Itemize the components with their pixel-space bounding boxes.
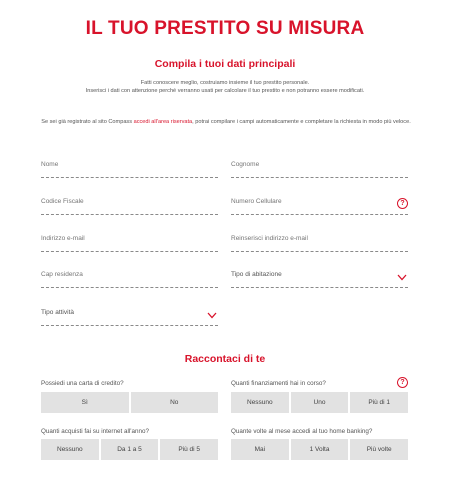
home-banking-options <box>231 439 408 460</box>
intro-text <box>30 79 420 96</box>
loans-options <box>231 392 408 413</box>
cap-input[interactable] <box>41 271 200 278</box>
banking-option-more[interactable]: Più volte <box>350 439 408 460</box>
tipo-abitazione-label: Tipo di abitazione <box>231 271 282 278</box>
question-circle-icon[interactable]: ? <box>397 198 408 209</box>
codice-fiscale-input[interactable] <box>41 198 200 205</box>
purchases-option-1-5[interactable]: Da 1 a 5 <box>101 439 159 460</box>
loans-question: Quanti finanziamenti hai in corso? <box>231 380 326 387</box>
login-note <box>40 118 412 127</box>
cognome-input[interactable] <box>231 161 390 168</box>
online-purchases-question: Quanti acquisti fai su internet all'anno? <box>41 428 149 435</box>
cap-field[interactable] <box>41 266 218 288</box>
email-field[interactable] <box>41 230 218 252</box>
online-purchases-options <box>41 439 218 460</box>
login-note-after: , potrai compilare i campi automaticamente e completare la richiesta in modo più veloce. <box>192 119 411 125</box>
intro-line-2: Inserisci i dati con attenzione perché verranno usati per calcolare il tuo prestito e non potranno essere modificati. <box>85 88 365 95</box>
login-link[interactable]: accedi all'area riservata <box>133 119 193 125</box>
chevron-down-icon[interactable] <box>207 312 217 319</box>
login-note-before: Se sei già registrato al sito Compass <box>41 119 134 125</box>
chevron-down-icon[interactable] <box>397 274 407 281</box>
tipo-attivita-label: Tipo attività <box>41 309 74 316</box>
question-circle-icon[interactable]: ? <box>397 377 408 388</box>
credit-card-option-yes[interactable]: Sì <box>41 392 129 413</box>
nome-field[interactable] <box>41 156 218 178</box>
email-input[interactable] <box>41 235 200 242</box>
loans-option-more[interactable]: Più di 1 <box>350 392 408 413</box>
cognome-field[interactable] <box>231 156 408 178</box>
codice-fiscale-field[interactable] <box>41 193 218 215</box>
banking-option-never[interactable]: Mai <box>231 439 289 460</box>
email-confirm-input[interactable] <box>231 235 390 242</box>
credit-card-option-no[interactable]: No <box>131 392 219 413</box>
loans-option-one[interactable]: Uno <box>291 392 349 413</box>
loans-option-none[interactable]: Nessuno <box>231 392 289 413</box>
purchases-option-none[interactable]: Nessuno <box>41 439 99 460</box>
credit-card-question: Possiedi una carta di credito? <box>41 380 124 387</box>
numero-cellulare-field[interactable] <box>231 193 408 215</box>
banking-option-once[interactable]: 1 Volta <box>291 439 349 460</box>
email-confirm-field[interactable] <box>231 230 408 252</box>
credit-card-options <box>41 392 218 413</box>
tipo-attivita-select[interactable] <box>41 304 218 326</box>
purchases-option-more[interactable]: Più di 5 <box>160 439 218 460</box>
numero-cellulare-input[interactable] <box>231 198 390 205</box>
intro-line-1: Fatti conoscere meglio, costruiamo insieme il tuo prestito personale. <box>140 80 310 86</box>
home-banking-question: Quante volte al mese accedi al tuo home banking? <box>231 428 373 435</box>
section-title-about: Raccontaci di te <box>184 353 266 365</box>
tipo-abitazione-select[interactable] <box>231 266 408 288</box>
page-title: IL TUO PRESTITO SU MISURA <box>85 18 365 39</box>
nome-input[interactable] <box>41 161 200 168</box>
section-title-main: Compila i tuoi dati principali <box>154 58 296 70</box>
